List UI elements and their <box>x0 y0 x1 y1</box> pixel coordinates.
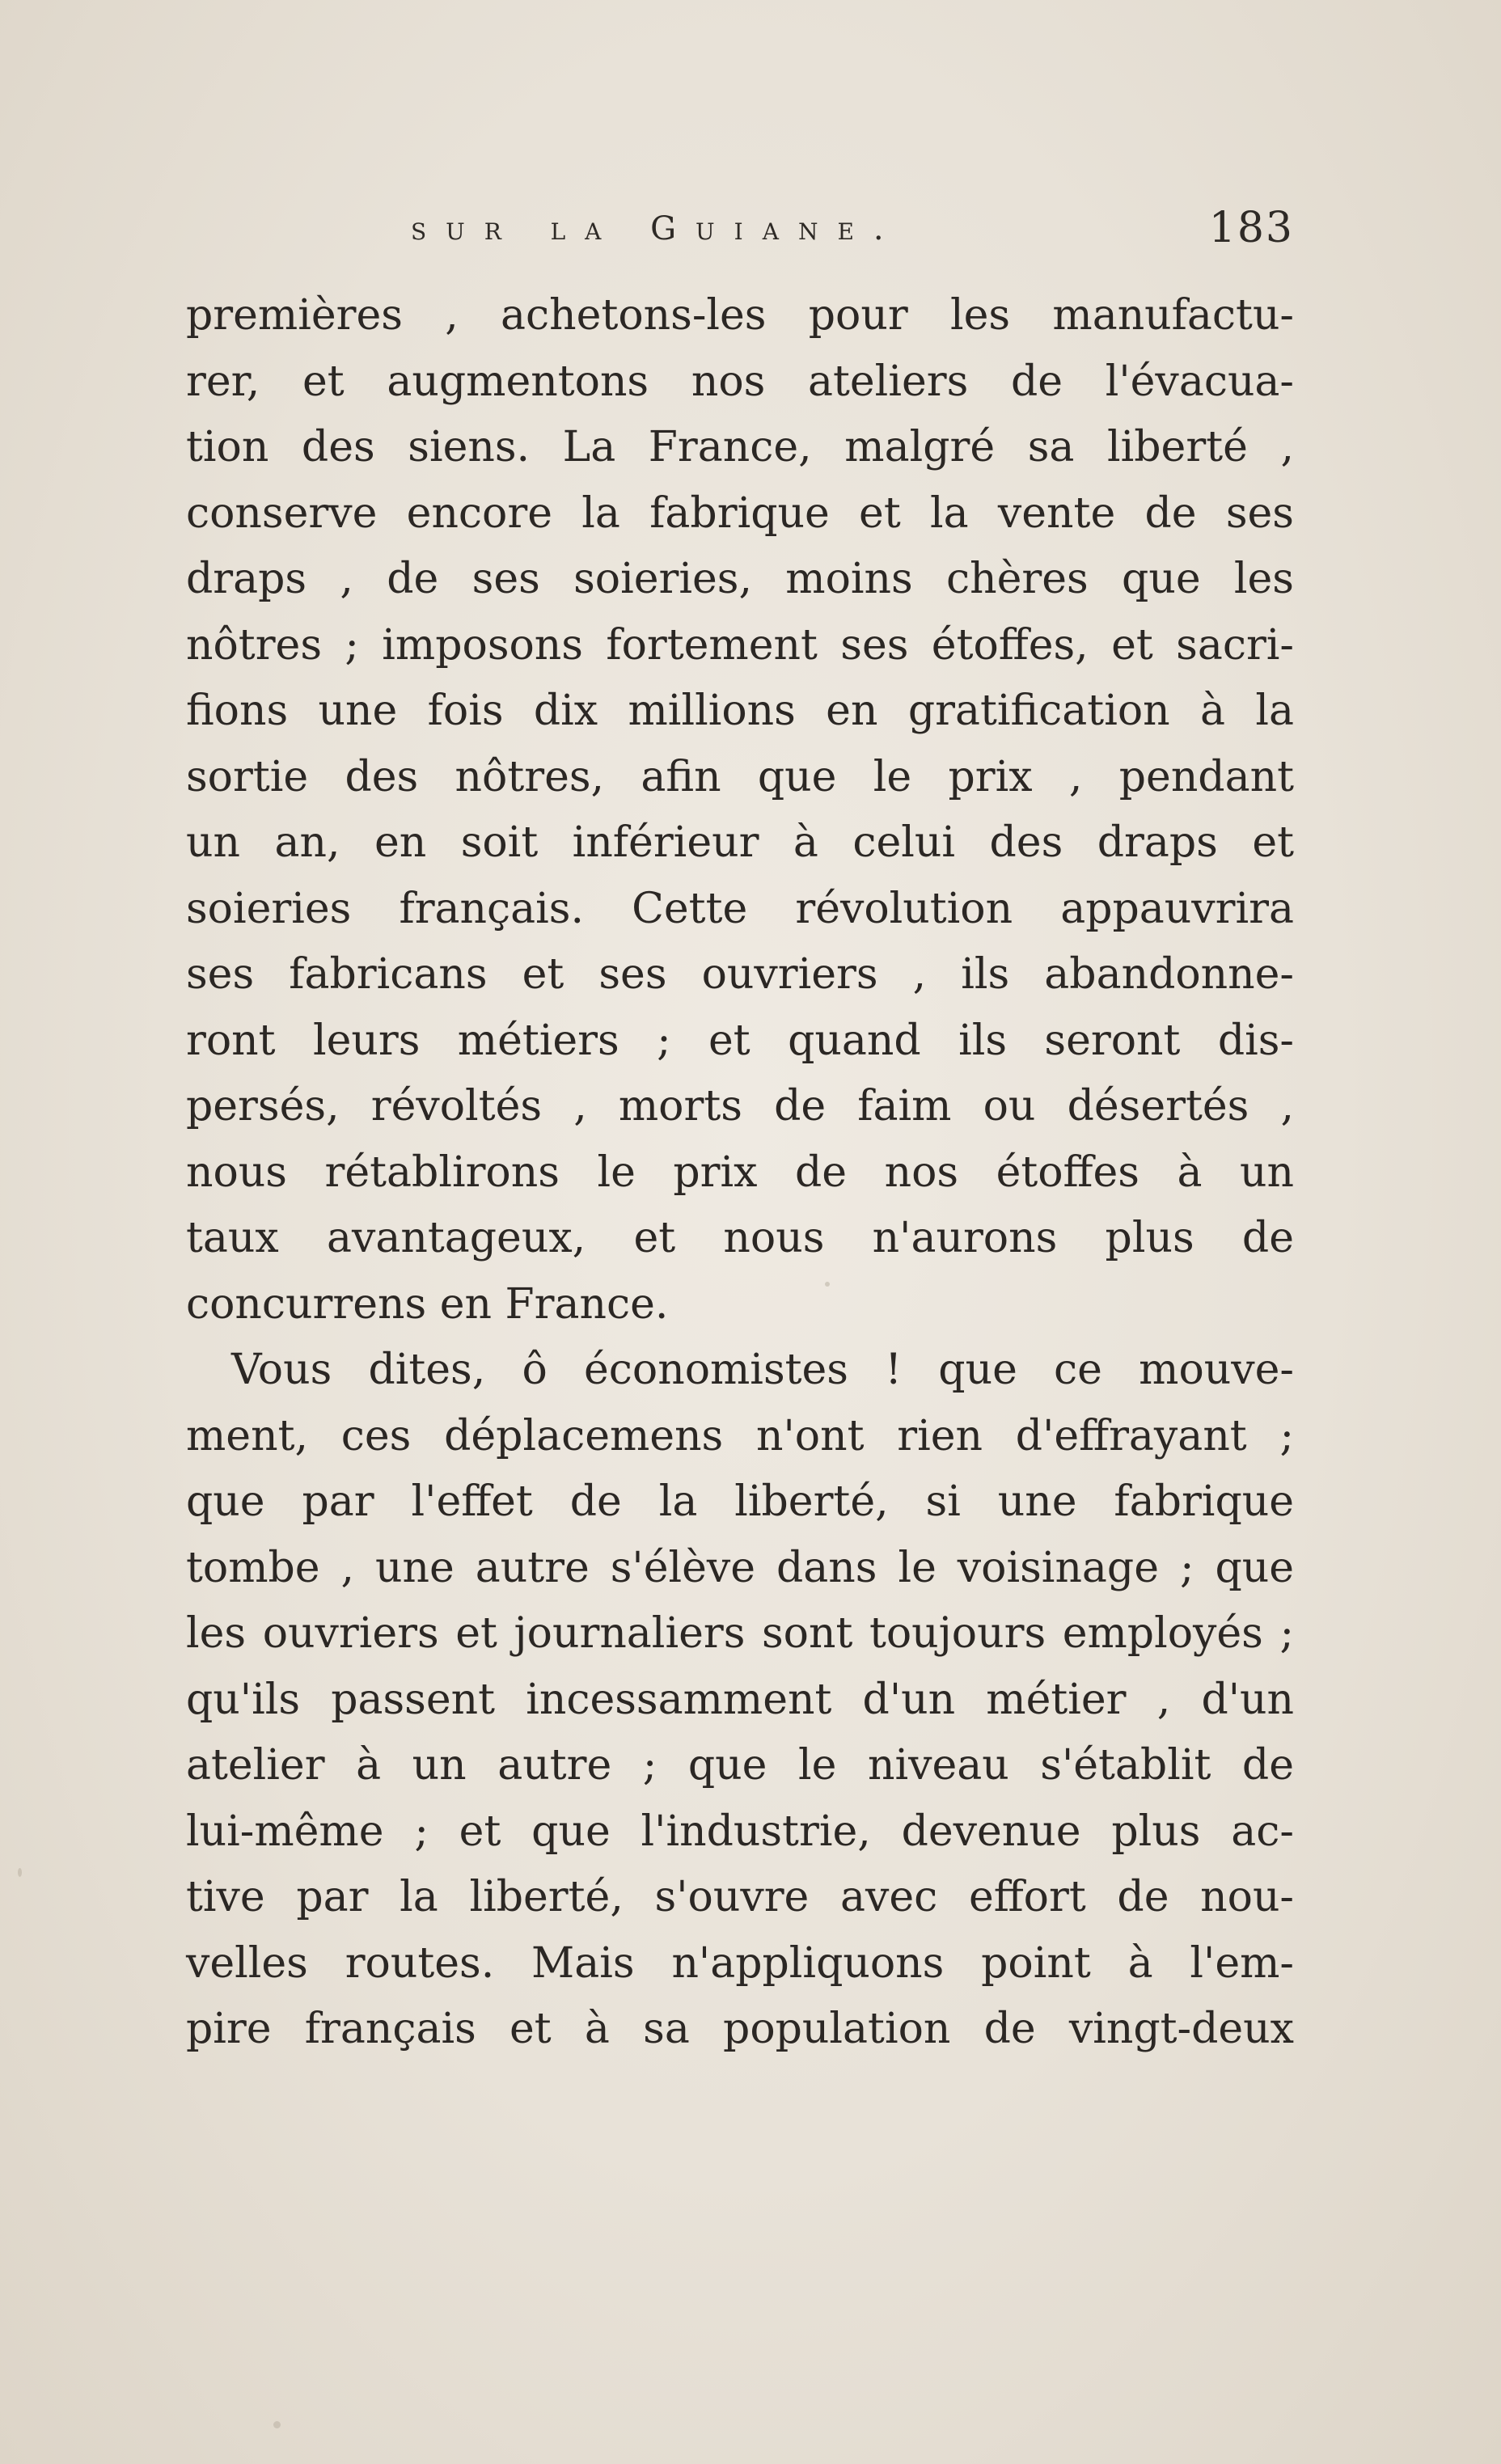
running-title: sur la Guiane. <box>411 210 903 247</box>
text-line: concurrens en France. <box>186 1279 669 1329</box>
text-line: persés, révoltés , morts de faim ou désertés , <box>186 1082 1294 1131</box>
text-line: fions une fois dix millions en gratification à la <box>186 687 1294 735</box>
text-line: Vous dites, ô économistes ! que ce mouve- <box>231 1346 1294 1394</box>
page-number: 183 <box>1208 204 1294 252</box>
text-line: taux avantageux, et nous n'aurons plus de <box>186 1214 1294 1262</box>
text-line: sortie des nôtres, afin que le prix , pendant <box>186 752 1294 801</box>
text-line: conserve encore la fabrique et la vente de ses <box>186 488 1294 538</box>
text-line: atelier à un autre ; que le niveau s'établit de <box>186 1741 1294 1790</box>
text-line: ses fabricans et ses ouvriers , ils abandonne- <box>186 950 1294 999</box>
text-line: pire français et à sa population de vingt-deux <box>186 2005 1294 2053</box>
text-line: velles routes. Mais n'appliquons point à l'em- <box>186 1938 1294 1988</box>
text-line: ment, ces déplacemens n'ont rien d'effrayant ; <box>186 1411 1294 1460</box>
text-line: tombe , une autre s'élève dans le voisinage ; que <box>186 1543 1294 1592</box>
text-line: soieries français. Cette révolution appauvrira <box>186 884 1294 933</box>
paper-speck <box>18 1868 22 1877</box>
text-line: que par l'effet de la liberté, si une fabrique <box>186 1477 1294 1526</box>
text-line: rer, et augmentons nos ateliers de l'évacua- <box>186 357 1294 406</box>
text-line: lui-même ; et que l'industrie, devenue plus ac- <box>186 1807 1294 1856</box>
text-line: un an, en soit inférieur à celui des draps et <box>186 818 1294 867</box>
text-line: draps , de ses soieries, moins chères que les <box>186 555 1294 603</box>
text-line: nous rétablirons le prix de nos étoffes à un <box>186 1147 1294 1197</box>
text-line: qu'ils passent incessamment d'un métier , d'un <box>186 1675 1294 1724</box>
text-line: ront leurs métiers ; et quand ils seront dis- <box>186 1016 1294 1065</box>
paper-speck <box>273 2421 281 2428</box>
text-line: les ouvriers et journaliers sont toujours employés ; <box>186 1609 1294 1658</box>
running-head <box>186 201 1294 265</box>
text-line: premières , achetons-les pour les manufactu- <box>186 291 1294 340</box>
body-text <box>186 283 1294 2063</box>
text-line: tive par la liberté, s'ouvre avec effort de nou- <box>186 1873 1294 1921</box>
text-line: nôtres ; imposons fortement ses étoffes, et sacri- <box>186 620 1294 670</box>
text-line: tion des siens. La France, malgré sa liberté , <box>186 423 1294 471</box>
